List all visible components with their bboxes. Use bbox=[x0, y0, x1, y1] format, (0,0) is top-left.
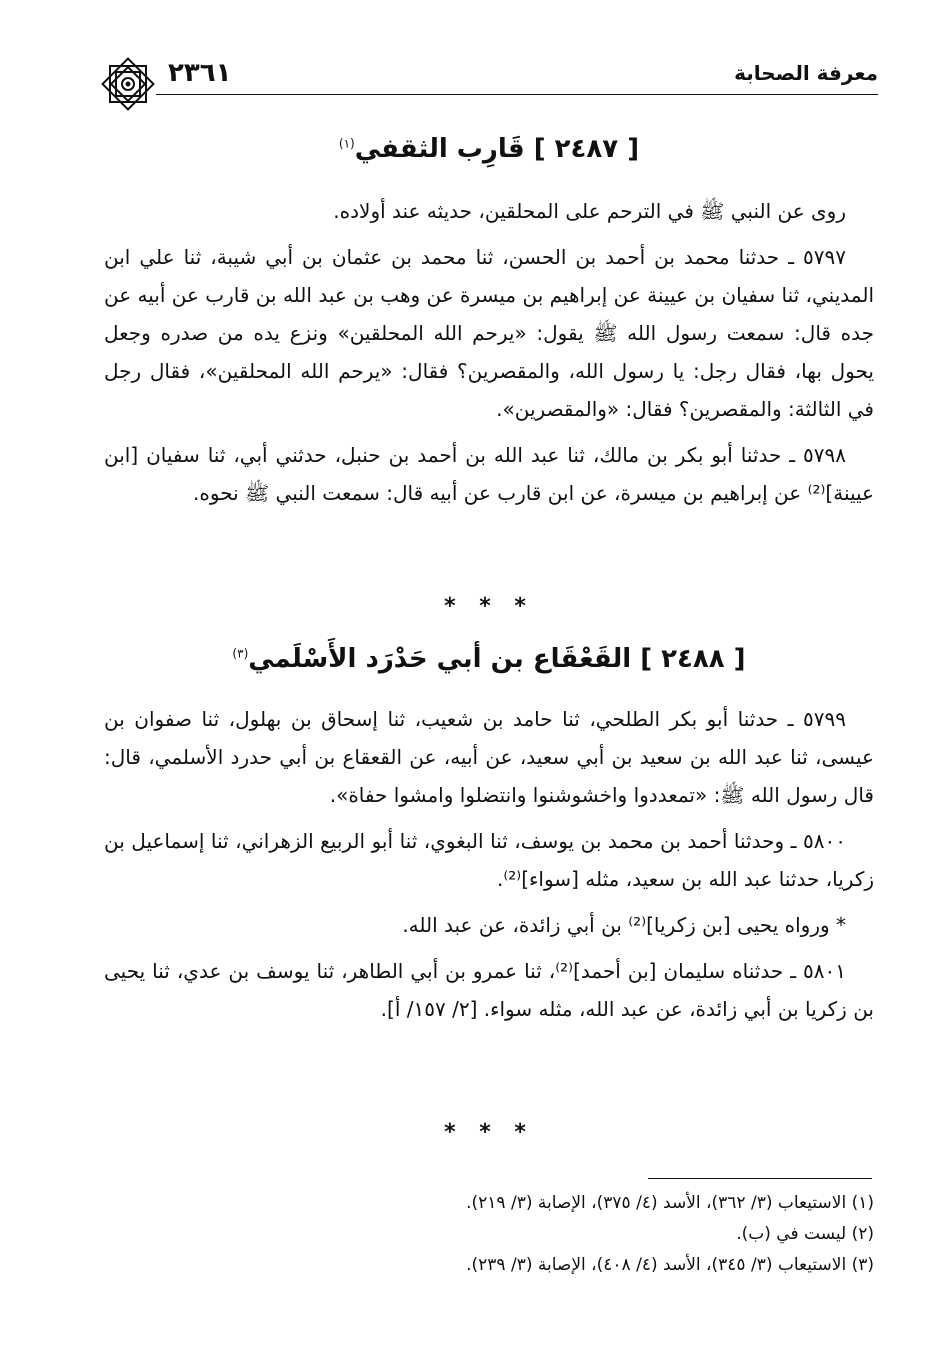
header-rule bbox=[156, 94, 878, 95]
footnote-1: (١) الاستيعاب (٣/ ٣٦٢)، الأسد (٤/ ٣٧٥)، الإصابة (٣/ ٢١٩). bbox=[466, 1193, 874, 1213]
footnote-marker: (٣) bbox=[232, 646, 249, 661]
hadith-paragraph-5801: ٥٨٠١ ـ حدثناه سليمان [بن أحمد]⁽²⁾، ثنا عمرو بن أبي الطاهر، ثنا يوسف بن عدي، ثنا يحيى بن زكريا بن أبي زائدة، عن عبد الله، مثله سواء. [٢/ ١٥٧/ أ]. bbox=[104, 959, 874, 1021]
entry-heading-text: [ ٢٤٨٧ ] قَارِب الثقفي bbox=[354, 134, 640, 164]
hadith-paragraph-5798: ٥٧٩٨ ـ حدثنا أبو بكر بن مالك، ثنا عبد الله بن أحمد بن حنبل، حدثني أبي، ثنا سفيان [ابن عيينة]⁽²⁾ عن إبراهيم بن ميسرة، عن ابن قارب عن أبيه قال: سمعت النبي ﷺ نحوه. bbox=[104, 443, 874, 505]
section-separator: * * * bbox=[444, 594, 534, 619]
hadith-paragraph-5797: ٥٧٩٧ ـ حدثنا محمد بن أحمد بن الحسن، ثنا محمد بن عثمان بن أبي شيبة، ثنا علي ابن المديني، ثنا سفيان بن عيينة عن إبراهيم بن ميسرة عن وهب بن عبد الله بن قارب عن أبيه عن جده قال: سمعت رسول الله ﷺ يقول: «يرحم الله المحلقين» ونزع يده من صدره وجعل يحول بها، فقال رجل: يا رسول الله، والمقصرين؟ فقال: «يرحم الله المحلقين»، فقال رجل في الثالثة: والمقصرين؟ فقال: «والمقصرين». bbox=[104, 245, 874, 421]
hadith-paragraph-5800: ٥٨٠٠ ـ وحدثنا أحمد بن محمد بن يوسف، ثنا البغوي، ثنا أبو الربيع الزهراني، ثنا إسماعيل بن زكريا، حدثنا عبد الله بن سعيد، مثله [سواء]⁽²⁾. bbox=[104, 829, 874, 891]
page-number: ٢٣٦١ bbox=[168, 58, 232, 88]
footnote-3: (٣) الاستيعاب (٣/ ٣٤٥)، الأسد (٤/ ٤٠٨)، الإصابة (٣/ ٢٣٩). bbox=[466, 1255, 874, 1275]
entry-paragraph: روى عن النبي ﷺ في الترحم على المحلقين، حديثه عند أولاده. bbox=[333, 199, 846, 223]
entry-2487-body bbox=[104, 192, 874, 512]
entry-2488-body bbox=[104, 700, 874, 1028]
octagram-ornament-icon bbox=[96, 52, 160, 116]
entry-heading-2487 bbox=[104, 134, 874, 164]
entry-heading-2488 bbox=[104, 644, 874, 674]
footnote-rule bbox=[648, 1178, 872, 1179]
running-title: معرفة الصحابة bbox=[734, 61, 878, 85]
section-separator: * * * bbox=[444, 1120, 534, 1145]
entry-heading-text: [ ٢٤٨٨ ] القَعْقَاع بن أبي حَدْرَد الأَسْلَمي bbox=[248, 644, 746, 674]
footnote-2: (٢) ليست في (ب). bbox=[736, 1224, 874, 1244]
hadith-paragraph-5799: ٥٧٩٩ ـ حدثنا أبو بكر الطلحي، ثنا حامد بن شعيب، ثنا إسحاق بن بهلول، ثنا صفوان بن عيسى، ثنا عبد الله بن سعيد بن أبي سعيد، عن أبيه، عن القعقاع بن أبي حدرد الأسلمي، قال: قال رسول الله ﷺ: «تمعددوا واخشوشنوا وانتضلوا وامشوا حفاة». bbox=[104, 707, 874, 807]
footnotes bbox=[104, 1188, 874, 1281]
footnote-marker: (١) bbox=[338, 136, 355, 151]
narration-note: * ورواه يحيى [بن زكريا]⁽²⁾ بن أبي زائدة، عن عبد الله. bbox=[402, 913, 846, 937]
page-header bbox=[96, 52, 878, 112]
